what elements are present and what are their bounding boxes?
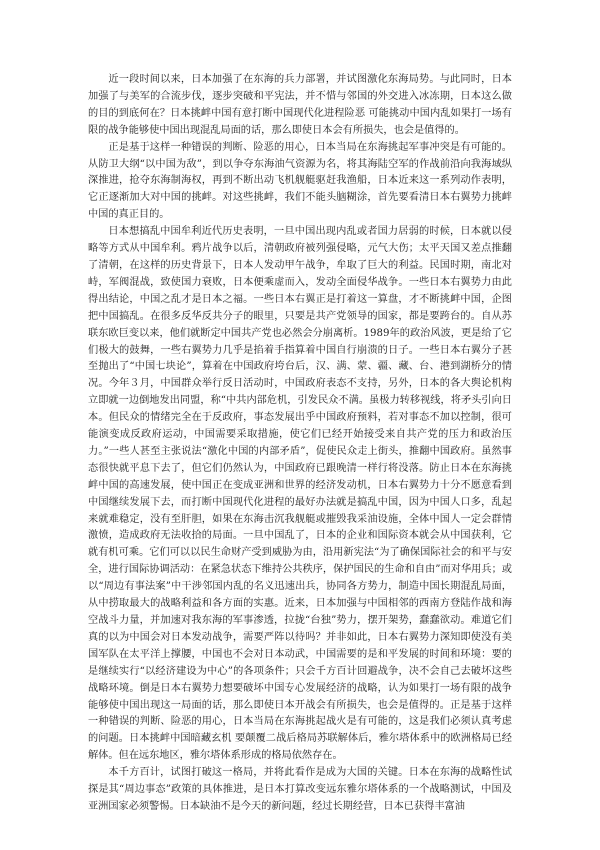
paragraph-2: 正是基于这样一种错误的判断、险恶的用心，日本当局在东海挑起军事冲突是有可能的。从防卫大纲“以中国为敌”，到以争夺东海油气资源为名，将其海陆空军的作战前沿向我海域纵深推进，抢夺东海制海权，再到不断出动飞机舰艇驱赶我渔船，日本近来这一系列动作表明，它正逐渐加大对中国的挑衅。对这些挑衅，我们不能头脑糊涂，首先要看清日本右翼势力挑衅中国的真正目的。 — [88, 141, 512, 221]
paragraph-1: 近一段时间以来，日本加强了在东海的兵力部署，并试图激化东海局势。与此同时，日本加强了与美军的合流步伐，逐步突破和平宪法，并不惜与邻国的外交进入冰冻期，日本这么做的目的到底何在？日本挑衅中国有意打断中国现代化进程险恶 可能挑动中国内乱如果打一场有限的战争能够使中国出现混乱局面的话，那么即使日本会有所损失，也会是值得的。 — [88, 74, 512, 136]
paragraph-3: 日本想搞乱中国牟利近代历史表明，一旦中国出现内乱或者国力居弱的时候，日本就以侵略等方式从中国牟利。鸦片战争以后，清朝政府被列强侵略，元气大伤；太平天国又差点推翻了清朝，在这样的历史背景下，日本人发动甲午战争，牟取了巨大的利益。民国时期，南北对峙，军阀混战，致使国力衰败，日本便乘虚而入，发动全面侵华战争。一些日本右翼势力由此得出结论，中国之乱才是日本之福。一些日本右翼正是打着这一算盘，才不断挑衅中国，企图把中国搞乱。在很多反华反共分子的眼里，只要是共产党领导的国家，都是要跨台的。自从苏联东欧巨变以来，他们就断定中国共产党也必然会分崩离析。1989年的政治风波，更是给了它们极大的鼓舞，一些右翼势力几乎是掐着手指算着中国自行崩溃的日子。一些日本右翼分子甚至抛出了“中国七块论”，算着在中国政府垮台后，汉、满、蒙、疆、藏、台、港到湖桥分的情况。今年３月，中国群众举行反日活动时，中国政府表态不支持，另外，日本的各大舆论机构立即就一边倒地发出同盟，称“中共内部危机，引发民众不满。虽极力转移视线，将矛头引向日本。但民众的情绪完全在于反政府，事态发展出乎中国政府预料，若对事态不加以控制，很可能演变成反政府运动，中国需要采取措施，使它们已经开始接受来自共产党的压力和政治压力。”一些人甚至主张说法“激化中国的内部矛盾”，促使民众走上街头，推翻中国政府。虽然事态很快就平息下去了，但它们仍然认为，中国政府已跟晚清一样行将没落。防止日本在东海挑衅中国的高速发展，使中国正在变成亚洲和世界的经济发动机，日本右翼势力十分不愿意看到中国继续发展下去，而打断中国现代化进程的最好办法就是搞乱中国，因为中国人口多，乱起来就难稳定，没有至肝胆，如果在东海击沉我舰艇或摧毁我采油设施，全体中国人一定会群情激愤，造成政府无法收拾的局面。一旦中国乱了，日本的企业和国际资本就会从中国获利，它就有机可乘。它们可以以民生命财产受到威胁为由，沿用新宪法“为了确保国际社会的和平与安全，进行国际协调活动：在紧急状态下维持公共秩序，保护国民的生命和自由”而对华用兵；或以“周边有事法案”中干涉邻国内乱的名义迅速出兵，协同各方势力，制造中国长期混乱局面，从中捞取最大的战略利益和各方面的实惠。近来，日本加强与中国相邻的西南方登陆作战和海空战斗力量，并加速对我东海的军事渗透，拉拢“台独”势力，摆开架势，蠢蠢欲动。难道它们真的以为中国会对日本发动战争，需要严阵以待吗？并非如此，日本右翼势力深知即使没有美国军队在太平洋上撑腰，中国也不会对日本动武，中国需要的是和平发展的时间和环境：要的是继续实行“以经济建设为中心”的各项条件；只会千方百计回避战争，决不会自己去破坏这些战略环境。倒是日本右翼势力想要破坏中国专心发展经济的战略，认为如果打一场有限的战争能够使中国出现这一局面的话，那么即使日本开战会有所损失，也会是值得的。正是基于这样一种错误的判断、险恶的用心，日本当局在东海挑起战火是有可能的，这是我们必须认真考虑的问题。日本挑衅中国暗藏玄机 要颠覆二战后格局苏联解体后，雅尔塔体系中的欧洲格局已经解体。但在远东地区，雅尔塔体系形成的格局依然存在。 — [88, 226, 512, 762]
paragraph-4: 本千方百计，试图打破这一格局，并将此看作是成为大国的关键。日本在东海的战略性试探是其“周边事态”政策的具体推进，是日本打算改变远东雅尔塔体系的一个战略测试，中国及亚洲国家必须警惕。日本缺油不是今天的新问题，经过长期经营，日本已获得丰富油 — [88, 767, 512, 812]
